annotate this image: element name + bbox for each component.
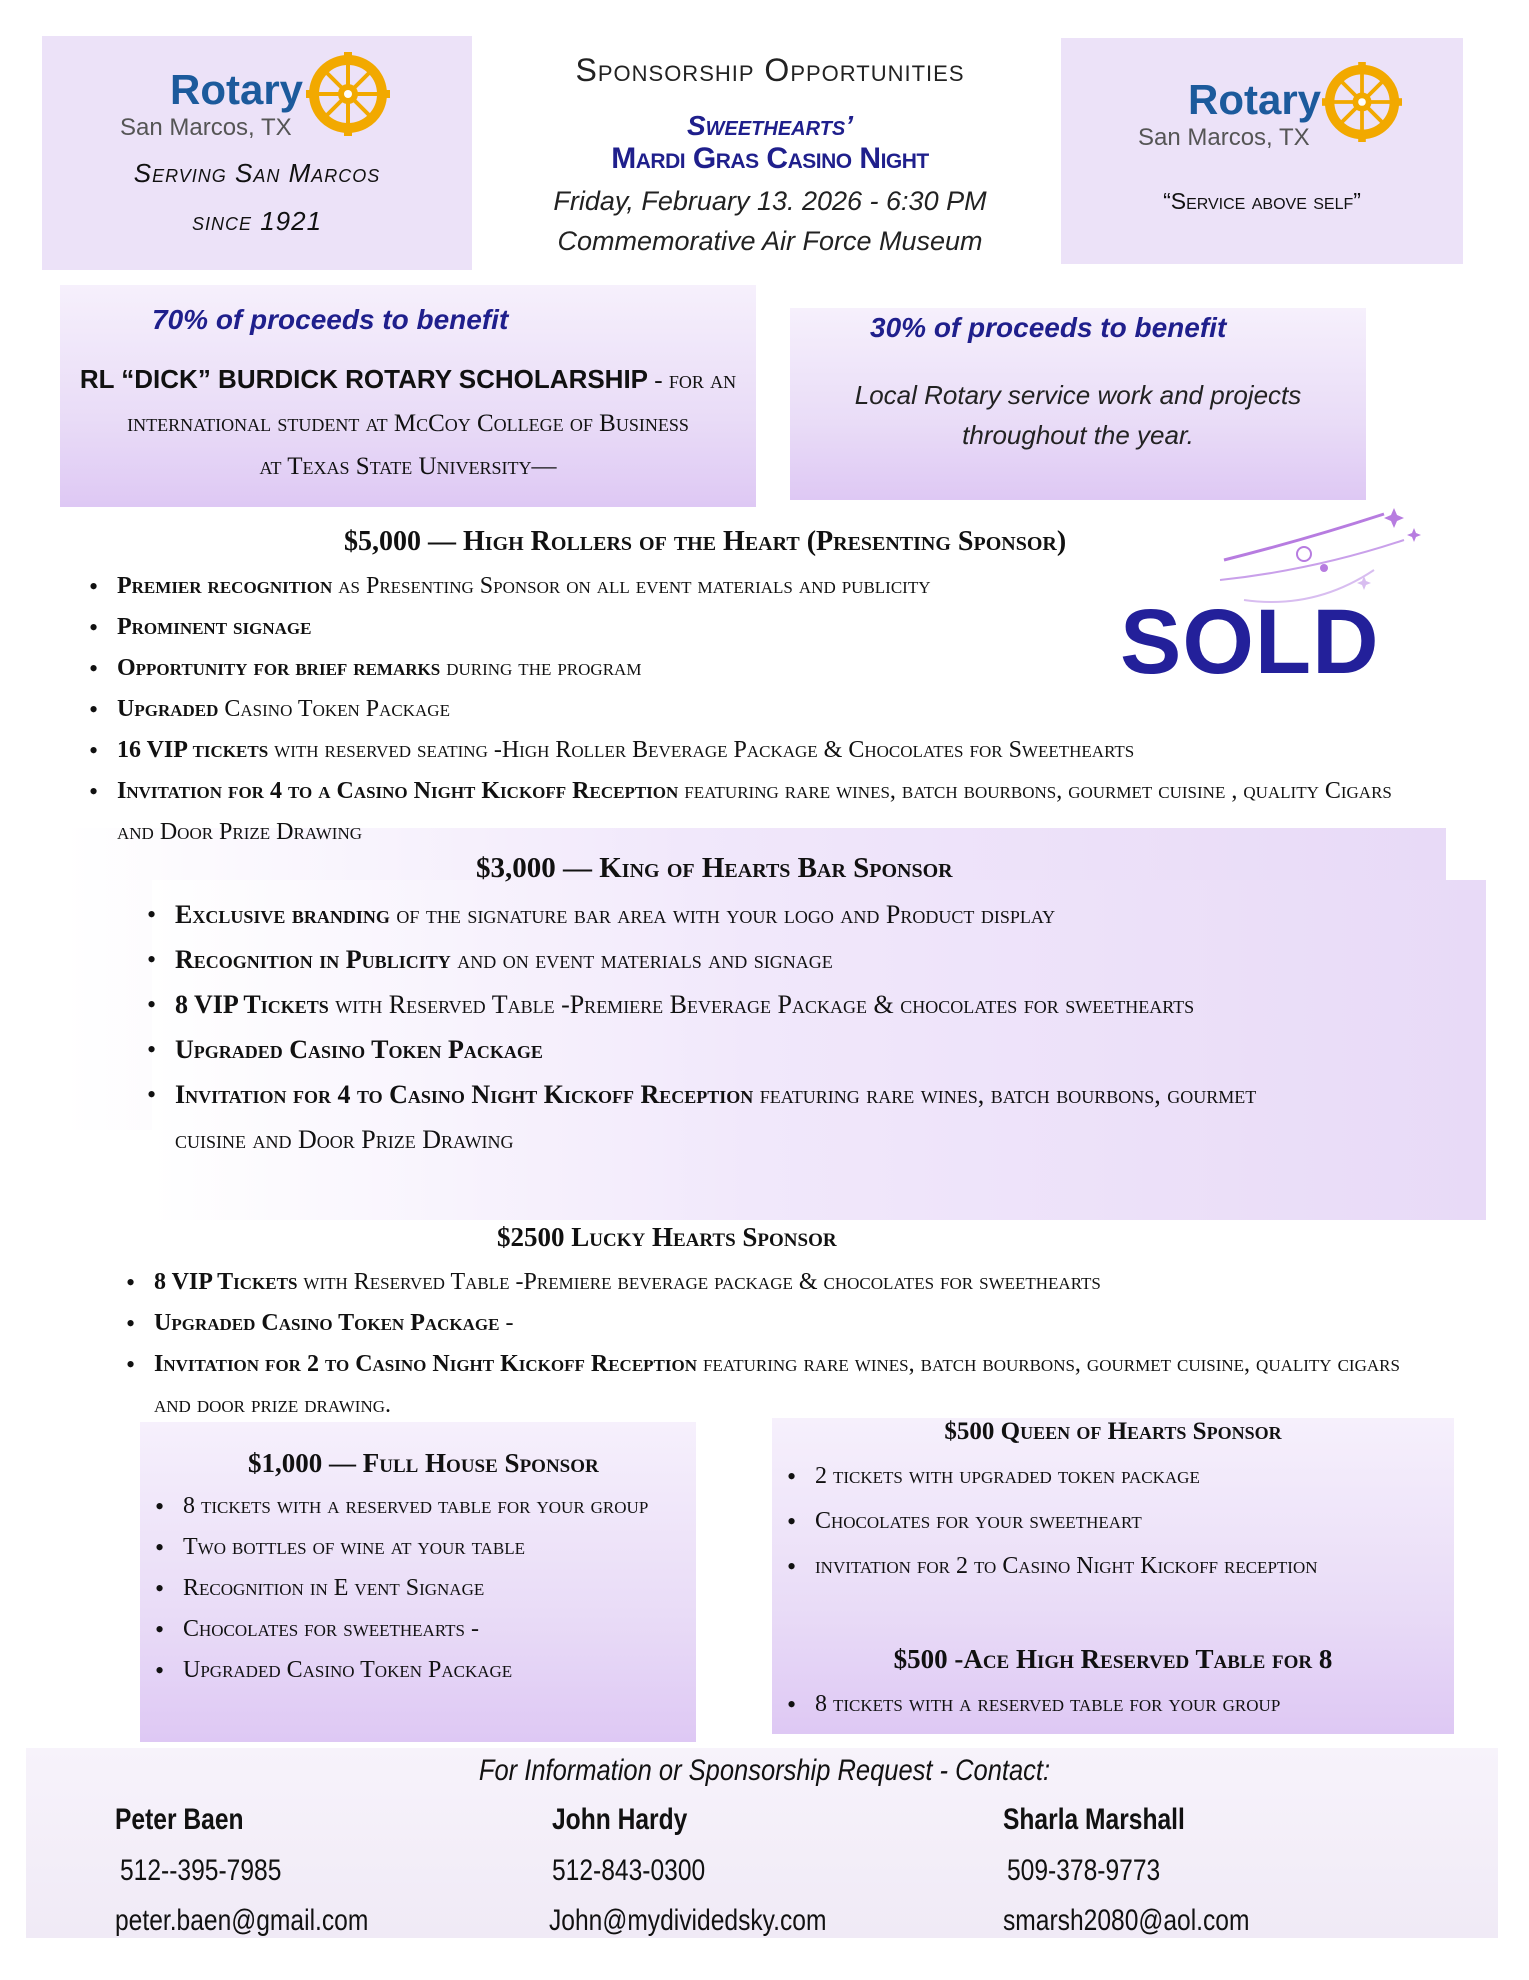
list-item: • 8 tickets with a reserved table for your group bbox=[815, 1684, 1445, 1725]
list-item: • Upgraded Casino Token Package bbox=[183, 1650, 683, 1691]
list-item: • Upgraded Casino Token Package - bbox=[154, 1303, 1414, 1344]
benefit-right-desc2: throughout the year. bbox=[962, 420, 1194, 450]
list-item: • 8 VIP Tickets with Reserved Table -Premiere Beverage Package & chocolates for sweethearts bbox=[175, 982, 1295, 1027]
event-name-line1: Sweethearts’ bbox=[686, 110, 854, 141]
list-item: • 2 tickets with upgraded token package bbox=[815, 1454, 1435, 1499]
list-item: • Opportunity for brief remarks during the program bbox=[117, 648, 1407, 689]
tier2-list bbox=[175, 892, 1305, 1162]
contact-name-3: Sharla Marshall bbox=[1003, 1803, 1185, 1836]
list-item: • Recognition in Publicity and on event materials and signage bbox=[175, 937, 1305, 982]
contact-phone-3: 509-378-9773 bbox=[1007, 1854, 1161, 1887]
tier4-title: $1,000 — Full House Sponsor bbox=[248, 1448, 599, 1478]
rotary-city-left: San Marcos, TX bbox=[120, 114, 292, 141]
list-item: • 16 VIP tickets with reserved seating -High Roller Beverage Package & Chocolates for Sweethearts bbox=[117, 730, 1407, 771]
tier3-list bbox=[154, 1262, 1414, 1426]
list-item: • Prominent signage bbox=[117, 607, 1407, 648]
list-item: • Invitation for 4 to a Casino Night Kickoff Reception featuring rare wines, batch bourbons, gourmet cuisine , quality Cigars and Door Prize Drawing bbox=[117, 771, 1397, 853]
scholarship-name: RL “DICK” BURDICK ROTARY SCHOLARSHIP bbox=[79, 364, 649, 394]
tier4-list bbox=[183, 1486, 683, 1691]
scholarship-desc1: - for an bbox=[648, 367, 737, 394]
contact-heading: For Information or Sponsorship Request - Contact: bbox=[478, 1754, 1051, 1787]
tier3-title: $2500 Lucky Hearts Sponsor bbox=[497, 1222, 837, 1252]
tier2-title: $3,000 — King of Hearts Bar Sponsor bbox=[476, 852, 953, 884]
rotary-wheel-icon bbox=[1322, 62, 1402, 142]
list-item: • Two bottles of wine at your table bbox=[183, 1527, 683, 1568]
tier1-list bbox=[117, 566, 1407, 853]
page-title: Sponsorship Opportunities bbox=[575, 52, 965, 88]
rotary-wordmark: Rotary bbox=[170, 66, 304, 113]
list-item: • 8 tickets with a reserved table for your group bbox=[183, 1486, 683, 1527]
tier1-title: $5,000 — High Rollers of the Heart (Presenting Sponsor) bbox=[344, 526, 1067, 557]
rotary-wheel-icon bbox=[306, 52, 390, 136]
tagline-left-1: Serving San Marcos bbox=[133, 158, 381, 188]
list-item: • Recognition in E vent Signage bbox=[183, 1568, 683, 1609]
tagline-right: “Service above self” bbox=[1163, 188, 1361, 214]
benefit-left-heading: 70% of proceeds to benefit bbox=[152, 304, 509, 335]
contact-email-1[interactable]: peter.baen@gmail.com bbox=[115, 1904, 369, 1937]
contact-name-1: Peter Baen bbox=[115, 1803, 244, 1836]
list-item: • 8 VIP Tickets with Reserved Table -Premiere beverage package & chocolates for sweethearts bbox=[154, 1262, 1414, 1303]
rotary-wordmark: Rotary bbox=[1188, 76, 1322, 123]
tagline-left-2: since 1921 bbox=[191, 206, 323, 236]
tier5-list bbox=[815, 1454, 1435, 1589]
contact-phone-1: 512--395-7985 bbox=[120, 1854, 282, 1887]
list-item: • Exclusive branding of the signature bar area with your logo and Product display bbox=[175, 892, 1305, 937]
event-name-line2: Mardi Gras Casino Night bbox=[611, 142, 929, 175]
benefit-left-text bbox=[52, 358, 764, 488]
list-item: • Premier recognition as Presenting Sponsor on all event materials and publicity bbox=[117, 566, 1117, 607]
contact-email-3[interactable]: smarsh2080@aol.com bbox=[1003, 1904, 1250, 1937]
list-item: • Invitation for 2 to Casino Night Kickoff Reception featuring rare wines, batch bourbons, gourmet cuisine, quality cigars and door prize drawing. bbox=[154, 1344, 1404, 1426]
benefit-right-heading: 30% of proceeds to benefit bbox=[870, 312, 1227, 343]
contact-phone-2: 512-843-0300 bbox=[552, 1854, 706, 1887]
event-date: Friday, February 13. 2026 - 6:30 PM bbox=[553, 186, 987, 216]
contact-email-2[interactable]: John@mydividedsky.com bbox=[549, 1904, 827, 1937]
benefit-right-desc1: Local Rotary service work and projects bbox=[854, 380, 1302, 410]
event-venue: Commemorative Air Force Museum bbox=[557, 226, 983, 256]
tier5-title: $500 Queen of Hearts Sponsor bbox=[944, 1418, 1282, 1445]
tier6-title: $500 -Ace High Reserved Table for 8 bbox=[893, 1644, 1333, 1674]
list-item: • Invitation for 4 to Casino Night Kickoff Reception featuring rare wines, batch bourbons, gourmet cuisine and Door Prize Drawing bbox=[175, 1072, 1295, 1162]
sold-badge: SOLD bbox=[1120, 591, 1380, 693]
rotary-city-right: San Marcos, TX bbox=[1138, 124, 1310, 151]
scholarship-desc2: international student at McCoy College of Business bbox=[127, 410, 689, 437]
list-item: • Upgraded Casino Token Package bbox=[175, 1027, 1305, 1072]
list-item: • Upgraded Casino Token Package bbox=[117, 689, 1407, 730]
list-item: • invitation for 2 to Casino Night Kickoff reception bbox=[815, 1544, 1375, 1589]
list-item: • Chocolates for your sweetheart bbox=[815, 1499, 1435, 1544]
contact-name-2: John Hardy bbox=[552, 1803, 688, 1836]
list-item: • Chocolates for sweethearts - bbox=[183, 1609, 683, 1650]
tier6-list bbox=[815, 1684, 1445, 1725]
scholarship-desc3: at Texas State University— bbox=[259, 453, 557, 480]
